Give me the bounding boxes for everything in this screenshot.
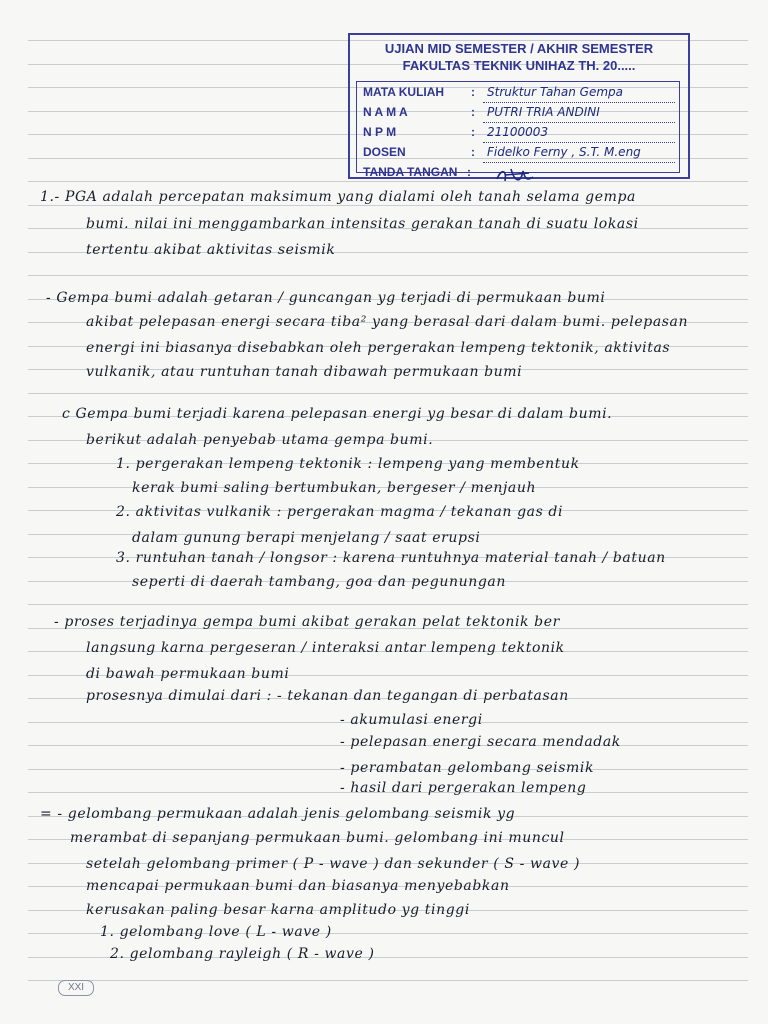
exam-stamp (348, 33, 690, 179)
stamp-title-2: FAKULTAS TEKNIK UNIHAZ TH. 20..... (402, 58, 636, 73)
stamp-title-1: UJIAN MID SEMESTER / AKHIR SEMESTER (384, 41, 654, 56)
answer-line: - hasil dari pergerakan lempeng (340, 780, 587, 796)
ruled-line (28, 980, 748, 981)
answer-line: 1. pergerakan lempeng tektonik : lempeng yang membentuk (116, 456, 580, 472)
stamp-row-name (363, 105, 675, 123)
answer-line: kerusakan paling besar karna amplitudo yg tinggi (86, 902, 470, 918)
stamp-row-lecturer (363, 145, 675, 163)
answer-line: seperti di daerah tambang, goa dan pegunungan (132, 574, 506, 590)
answer-line: kerak bumi saling bertumbukan, bergeser / menjauh (132, 480, 537, 496)
answer-line: vulkanik, atau runtuhan tanah dibawah permukaan bumi (86, 364, 523, 380)
stamp-label-course: MATA KULIAH (363, 85, 445, 99)
stamp-colon: : (471, 105, 475, 119)
stamp-label-signature: TANDA TANGAN (363, 165, 458, 179)
ruled-line (28, 604, 748, 605)
answer-line: 2. gelombang rayleigh ( R - wave ) (110, 946, 375, 962)
answer-line: setelah gelombang primer ( P - wave ) dan sekunder ( S - wave ) (86, 856, 581, 872)
answer-line: akibat pelepasan energi secara tiba² yang berasal dari dalam bumi. pelepasan (86, 314, 689, 330)
answer-line: = - gelombang permukaan adalah jenis gelombang seismik yg (40, 806, 516, 822)
stamp-value-lecturer: Fidelko Ferny , S.T. M.eng (487, 145, 641, 159)
stamp-colon: : (467, 165, 471, 179)
answer-line: - Gempa bumi adalah getaran / guncangan yg terjadi di permukaan bumi (46, 290, 606, 306)
ruled-line (28, 205, 748, 206)
answer-line: 1. gelombang love ( L - wave ) (100, 924, 332, 940)
stamp-label-lecturer: DOSEN (363, 145, 406, 159)
stamp-row-course (363, 85, 675, 103)
stamp-colon: : (471, 125, 475, 139)
stamp-label-npm: N P M (363, 125, 397, 139)
stamp-colon: : (471, 85, 475, 99)
answer-line: tertentu akibat aktivitas seismik (86, 242, 336, 258)
answer-line: di bawah permukaan bumi (86, 666, 290, 682)
answer-line: bumi. nilai ini menggambarkan intensitas gerakan tanah di suatu lokasi (86, 216, 639, 232)
answer-line: merambat di sepanjang permukaan bumi. gelombang ini muncul (70, 830, 565, 846)
stamp-colon: : (471, 145, 475, 159)
stamp-value-npm: 21100003 (487, 125, 549, 139)
page-number-badge: XXI (58, 980, 94, 996)
answer-line: prosesnya dimulai dari : - tekanan dan tegangan di perbatasan (86, 688, 569, 704)
stamp-value-name: PUTRI TRIA ANDINI (487, 105, 600, 119)
ruled-line (28, 393, 748, 394)
stamp-value-course: Struktur Tahan Gempa (487, 85, 624, 99)
stamp-row-signature (363, 165, 675, 183)
answer-line: langsung karna pergeseran / interaksi antar lempeng tektonik (86, 640, 565, 656)
stamp-fields-box (356, 81, 680, 179)
answer-line: - akumulasi energi (340, 712, 483, 728)
stamp-row-npm (363, 125, 675, 143)
answer-line: energi ini biasanya disebabkan oleh pergerakan lempeng tektonik, aktivitas (86, 340, 671, 356)
answer-line: 3. runtuhan tanah / longsor : karena runtuhnya material tanah / batuan (116, 550, 666, 566)
answer-line: 2. aktivitas vulkanik : pergerakan magma / tekanan gas di (116, 504, 564, 520)
answer-line: - proses terjadinya gempa bumi akibat gerakan pelat tektonik ber (54, 614, 560, 630)
answer-line: - pelepasan energi secara mendadak (340, 734, 621, 750)
stamp-label-name: N A M A (363, 105, 408, 119)
handwritten-signature (493, 165, 537, 187)
ruled-line (28, 275, 748, 276)
answer-line: berikut adalah penyebab utama gempa bumi. (86, 432, 434, 448)
answer-line: c Gempa bumi terjadi karena pelepasan energi yg besar di dalam bumi. (62, 406, 613, 422)
answer-line: - perambatan gelombang seismik (340, 760, 595, 776)
answer-line: dalam gunung berapi menjelang / saat erupsi (132, 530, 481, 546)
answer-line: mencapai permukaan bumi dan biasanya menyebabkan (86, 878, 510, 894)
answer-line: 1.- PGA adalah percepatan maksimum yang dialami oleh tanah selama gempa (40, 189, 637, 205)
